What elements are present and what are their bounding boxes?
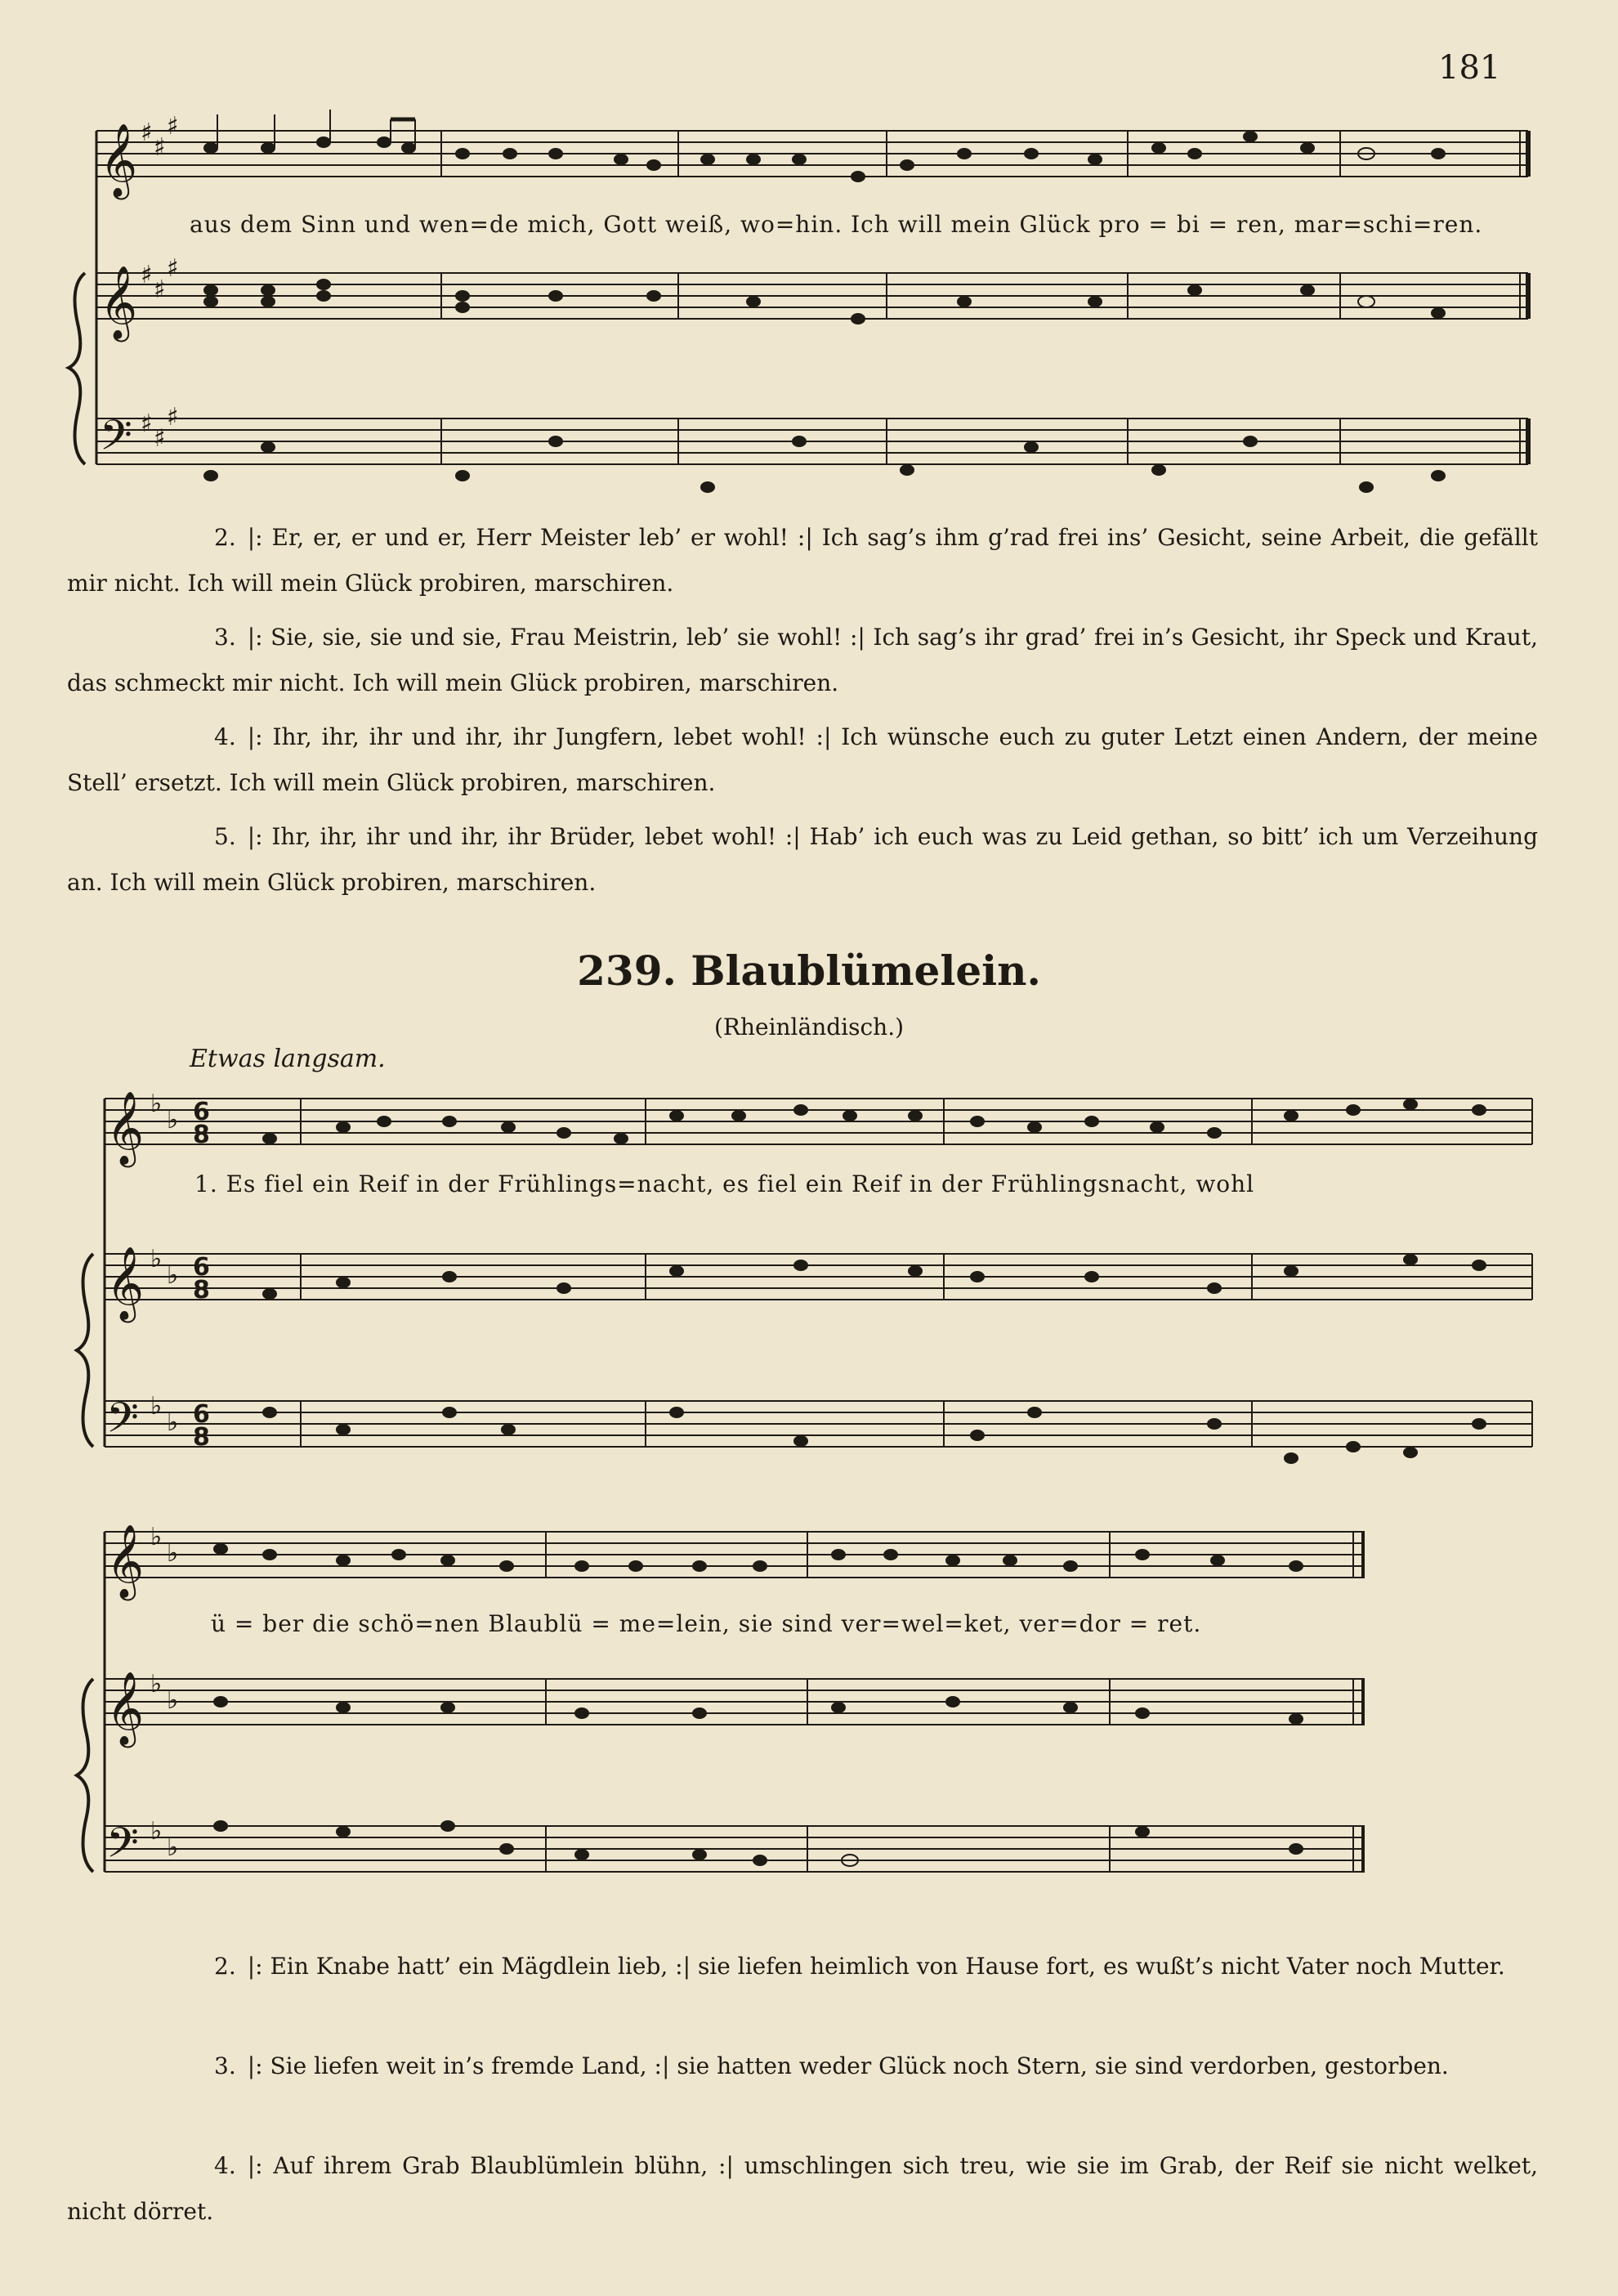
verse-text: |: Auf ihrem Grab Blaublümlein blühn, :| umschlingen sich treu, wie sie im Grab, der Reif sie nicht welket, nicht dörret. xyxy=(67,2152,1538,2225)
svg-text:♭: ♭ xyxy=(150,1245,163,1273)
treble-clef-icon: 𝄞 xyxy=(106,1246,145,1320)
svg-text:♭: ♭ xyxy=(150,1392,163,1421)
svg-text:♭: ♭ xyxy=(150,1090,163,1118)
time-signature-top: 6 xyxy=(193,1253,210,1282)
verse-text: |: Ihr, ihr, ihr und ihr, ihr Jungfern, lebet wohl! :| Ich wünsche euch zu guter Letzt einen Andern, der meine Stell’ ersetzt. Ich will mein Glück probiren, marschiren. xyxy=(67,723,1538,796)
svg-text:♯: ♯ xyxy=(154,133,166,162)
voice-notes xyxy=(204,110,1445,181)
bass-clef-icon: 𝄢 xyxy=(106,1393,139,1452)
verse-block xyxy=(67,2143,1538,2235)
verse-text: |: Sie liefen weit in’s fremde Land, :| sie hatten weder Glück noch Stern, sie sind verdorben, gestorben. xyxy=(247,2052,1449,2079)
piano-bass-staff xyxy=(96,418,1528,464)
svg-text:♭: ♭ xyxy=(150,1817,163,1846)
time-signature-top: 6 xyxy=(193,1098,210,1126)
svg-text:♯: ♯ xyxy=(154,424,166,453)
bass-clef-icon: 𝄢 xyxy=(106,1818,139,1878)
verse-text: |: Ihr, ihr, ihr und ihr, ihr Brüder, lebet wohl! :| Hab’ ich euch was zu Leid gethan, so bitt’ ich um Verzeihung an. Ich will mein Glück probiren, marschiren. xyxy=(67,823,1538,896)
verse-text: |: Ein Knabe hatt’ ein Mägdlein lieb, :| sie liefen heimlich von Hause fort, es wußt’s nicht Vater noch Mutter. xyxy=(247,1953,1505,1980)
treble-clef-icon: 𝄞 xyxy=(100,266,138,339)
treble-clef-icon: 𝄞 xyxy=(106,1524,145,1598)
song-lyric-line-1: 1. Es fiel ein Reif in der Frühlings=nacht, es fiel ein Reif in der Frühlingsnacht, wohl xyxy=(194,1170,1255,1197)
svg-text:♯: ♯ xyxy=(167,112,179,141)
svg-text:♭: ♭ xyxy=(150,1523,163,1551)
bass-clef-icon: 𝄢 xyxy=(100,410,132,470)
svg-text:♯: ♯ xyxy=(141,410,153,438)
verse-number: 3. xyxy=(214,2052,236,2079)
svg-text:♯: ♯ xyxy=(167,254,179,283)
tempo-marking: Etwas langsam. xyxy=(190,1045,386,1073)
verse-number: 4. xyxy=(214,2152,236,2179)
verse-block xyxy=(67,814,1538,906)
svg-text:♭: ♭ xyxy=(167,1833,179,1862)
svg-text:♭: ♭ xyxy=(167,1539,179,1568)
song-score-system-1 xyxy=(0,1063,1618,1488)
verse-text: |: Sie, sie, sie und sie, Frau Meistrin, leb’ sie wohl! :| Ich sag’s ihr grad’ frei in’s Gesicht, ihr Speck und Kraut, das schmeckt mir nicht. Ich will mein Glück probiren, marschiren. xyxy=(67,624,1538,696)
piano-treble-staff xyxy=(96,273,1528,319)
svg-text:♭: ♭ xyxy=(167,1261,179,1290)
time-signature-bottom: 8 xyxy=(193,1121,210,1149)
treble-clef-icon: 𝄞 xyxy=(106,1672,145,1745)
svg-text:♯: ♯ xyxy=(167,403,179,432)
verse-number: 2. xyxy=(214,524,236,551)
time-signature-bottom: 8 xyxy=(193,1423,210,1452)
svg-text:♯: ♯ xyxy=(154,275,166,304)
svg-text:♭: ♭ xyxy=(167,1686,179,1715)
time-signature-bottom: 8 xyxy=(193,1276,210,1305)
verse-block xyxy=(67,1944,1538,1989)
time-signature-top: 6 xyxy=(193,1400,210,1429)
song-lyric-line-2: ü = ber die schö=nen Blaublü = me=lein, sie sind ver=wel=ket, ver=dor = ret. xyxy=(211,1610,1202,1637)
verse-number: 5. xyxy=(214,823,236,850)
svg-text:♭: ♭ xyxy=(167,1408,179,1437)
piano-treble-notes xyxy=(204,280,1445,324)
treble-clef-icon: 𝄞 xyxy=(106,1091,145,1165)
verse-block xyxy=(67,2043,1538,2089)
verse-block xyxy=(67,615,1538,706)
svg-text:♯: ♯ xyxy=(141,261,153,289)
song-score-system-2 xyxy=(0,1496,1618,1921)
svg-text:♯: ♯ xyxy=(141,119,153,147)
verse-block xyxy=(67,714,1538,806)
page-number: 181 xyxy=(1438,49,1501,87)
verse-number: 2. xyxy=(214,1953,236,1980)
verse-number: 3. xyxy=(214,624,236,651)
svg-text:♭: ♭ xyxy=(167,1106,179,1135)
song-origin: (Rheinländisch.) xyxy=(713,1014,905,1041)
top-song-lyric-line: aus dem Sinn und wen=de mich, Gott weiß, wo=hin. Ich will mein Glück pro = bi = ren, mar=schi=ren. xyxy=(190,211,1483,238)
svg-text:♭: ♭ xyxy=(150,1670,163,1699)
verse-text: |: Er, er, er und er, Herr Meister leb’ er wohl! :| Ich sag’s ihm g’rad frei ins’ Gesicht, seine Arbeit, die gefällt mir nicht. Ich will mein Glück probiren, marschiren. xyxy=(67,524,1538,597)
voice-staff xyxy=(96,131,1528,177)
top-song-score-system xyxy=(0,0,1618,507)
song-title: 239. Blaublümelein. xyxy=(577,947,1041,995)
treble-clef-icon: 𝄞 xyxy=(100,123,138,197)
verse-number: 4. xyxy=(214,723,236,750)
verse-block xyxy=(67,515,1538,606)
